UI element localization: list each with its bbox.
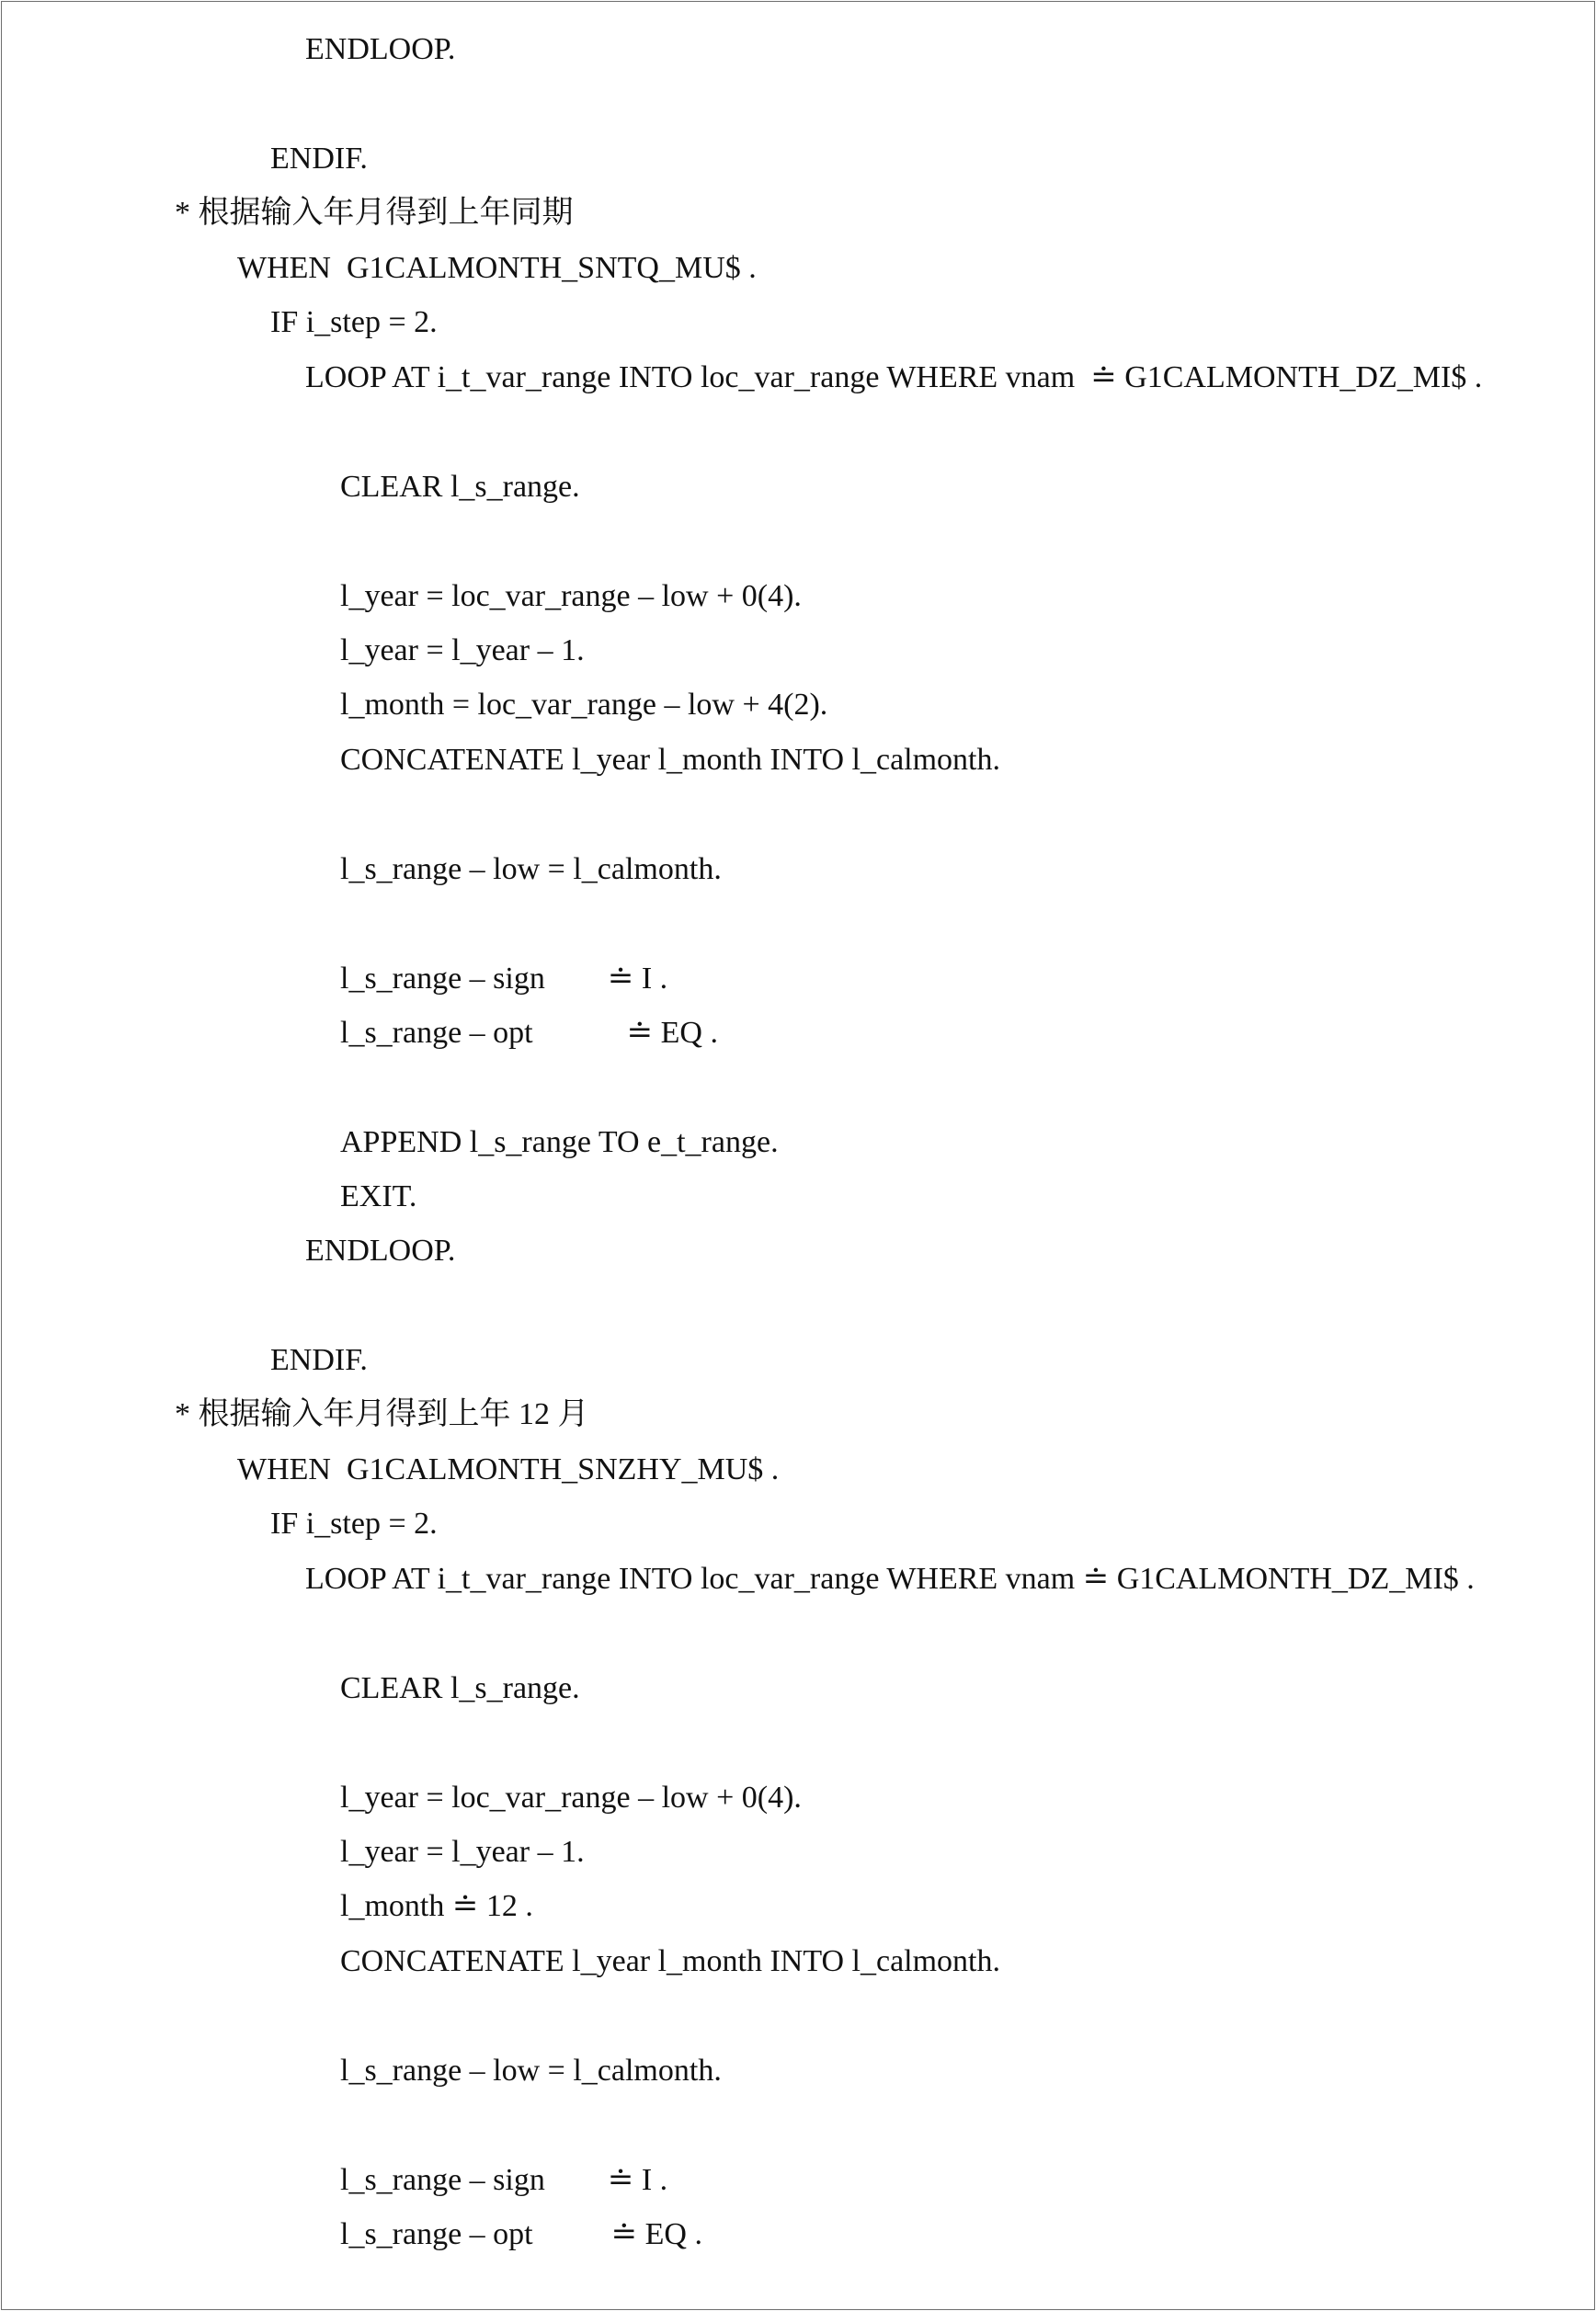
code-line: l_year = l_year – 1.	[340, 633, 585, 667]
code-line: LOOP AT i_t_var_range INTO loc_var_range WHERE vnam ≐ G1CALMONTH_DZ_MI$ .	[305, 360, 1483, 394]
code-line: IF i_step = 2.	[270, 305, 438, 339]
code-line: l_s_range – low = l_calmonth.	[340, 852, 722, 886]
code-line: EXIT.	[340, 1179, 417, 1213]
code-comment: * 根据输入年月得到上年 12 月	[175, 1397, 589, 1431]
code-line: WHEN G1CALMONTH_SNTQ_MU$ .	[237, 251, 757, 285]
code-line: l_s_range – opt ≐ EQ .	[340, 2217, 702, 2251]
document-page	[1, 1, 1595, 2310]
code-listing	[2, 2, 1594, 2309]
code-line: l_year = loc_var_range – low + 0(4).	[340, 579, 802, 613]
code-line: l_month = loc_var_range – low + 4(2).	[340, 688, 828, 722]
code-line: l_year = loc_var_range – low + 0(4).	[340, 1781, 802, 1815]
code-line: IF i_step = 2.	[270, 1507, 438, 1541]
code-line: l_s_range – opt ≐ EQ .	[340, 1016, 718, 1050]
code-line: CLEAR l_s_range.	[340, 1671, 580, 1705]
code-line: LOOP AT i_t_var_range INTO loc_var_range WHERE vnam ≐ G1CALMONTH_DZ_MI$ .	[305, 1562, 1475, 1596]
code-line: CONCATENATE l_year l_month INTO l_calmonth.	[340, 1944, 1001, 1978]
code-line: ENDIF.	[270, 142, 368, 176]
code-line: APPEND l_s_range TO e_t_range.	[340, 1125, 779, 1159]
code-comment: * 根据输入年月得到上年同期	[175, 196, 574, 230]
code-line: l_s_range – sign ≐ I .	[340, 962, 668, 996]
code-line: l_year = l_year – 1.	[340, 1835, 585, 1869]
code-line: ENDLOOP.	[305, 1234, 456, 1268]
code-line: l_s_range – sign ≐ I .	[340, 2163, 668, 2197]
code-line: CLEAR l_s_range.	[340, 470, 580, 504]
code-line: ENDLOOP.	[305, 32, 456, 66]
code-line: l_month ≐ 12 .	[340, 1889, 533, 1923]
code-line: l_s_range – low = l_calmonth.	[340, 2054, 722, 2088]
code-line: ENDIF.	[270, 1343, 368, 1377]
code-line: WHEN G1CALMONTH_SNZHY_MU$ .	[237, 1452, 780, 1486]
code-line: CONCATENATE l_year l_month INTO l_calmonth.	[340, 743, 1001, 777]
